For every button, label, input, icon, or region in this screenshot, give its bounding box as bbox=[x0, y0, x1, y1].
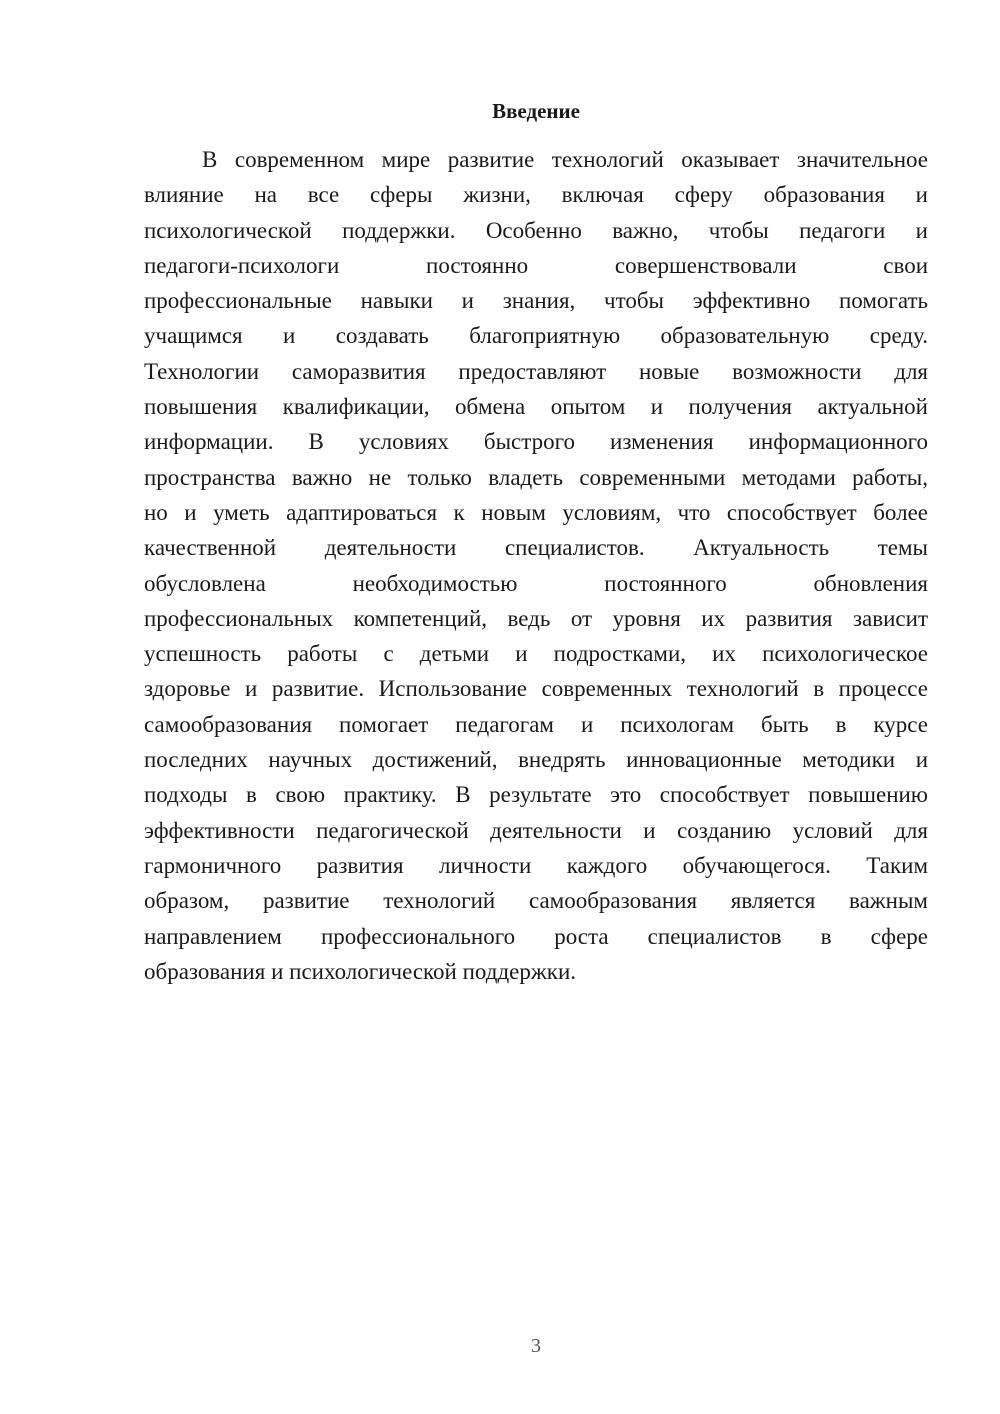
paragraph-line: влияние на все сферы жизни, включая сферу образования и bbox=[144, 182, 928, 208]
paragraph-line: последних научных достижений, внедрять инновационные методики и bbox=[144, 747, 928, 773]
paragraph-line: подходы в свою практику. В результате это способствует повышению bbox=[144, 782, 928, 808]
paragraph-line: обусловлена необходимостью постоянного обновления bbox=[144, 570, 928, 596]
paragraph-line: самообразования помогает педагогам и психологам быть в курсе bbox=[144, 711, 928, 737]
paragraph-line: гармоничного развития личности каждого обучающегося. Таким bbox=[144, 852, 928, 878]
paragraph-line: здоровье и развитие. Использование современных технологий в процессе bbox=[144, 676, 928, 702]
paragraph-line: направлением профессионального роста специалистов в сфере bbox=[144, 923, 928, 949]
paragraph-line: успешность работы с детьми и подростками, их психологическое bbox=[144, 641, 928, 667]
paragraph-line: профессиональные навыки и знания, чтобы эффективно помогать bbox=[144, 288, 928, 314]
section-heading: Введение bbox=[492, 99, 580, 123]
paragraph-line: пространства важно не только владеть современными методами работы, bbox=[144, 464, 928, 490]
paragraph-line: психологической поддержки. Особенно важно, чтобы педагоги и bbox=[144, 217, 928, 243]
paragraph-line: эффективности педагогической деятельности и созданию условий для bbox=[144, 817, 928, 843]
paragraph-line: педагоги-психологи постоянно совершенствовали свои bbox=[144, 252, 928, 278]
paragraph-line: информации. В условиях быстрого изменения информационного bbox=[144, 429, 928, 455]
page-number: 3 bbox=[531, 1335, 541, 1357]
paragraph-line: учащимся и создавать благоприятную образовательную среду. bbox=[144, 323, 928, 349]
paragraph-line: но и уметь адаптироваться к новым условиям, что способствует более bbox=[144, 499, 928, 525]
paragraph-line: Технологии саморазвития предоставляют новые возможности для bbox=[144, 358, 928, 384]
paragraph-line: повышения квалификации, обмена опытом и получения актуальной bbox=[144, 394, 928, 420]
paragraph-line: образом, развитие технологий самообразования является важным bbox=[144, 888, 928, 914]
paragraph-line: образования и психологической поддержки. bbox=[144, 958, 577, 984]
paragraph-line: качественной деятельности специалистов. Актуальность темы bbox=[144, 535, 928, 561]
body-paragraph bbox=[144, 142, 928, 989]
paragraph-line: В современном мире развитие технологий оказывает значительное bbox=[202, 147, 928, 172]
paragraph-line: профессиональных компетенций, ведь от уровня их развития зависит bbox=[144, 605, 928, 631]
